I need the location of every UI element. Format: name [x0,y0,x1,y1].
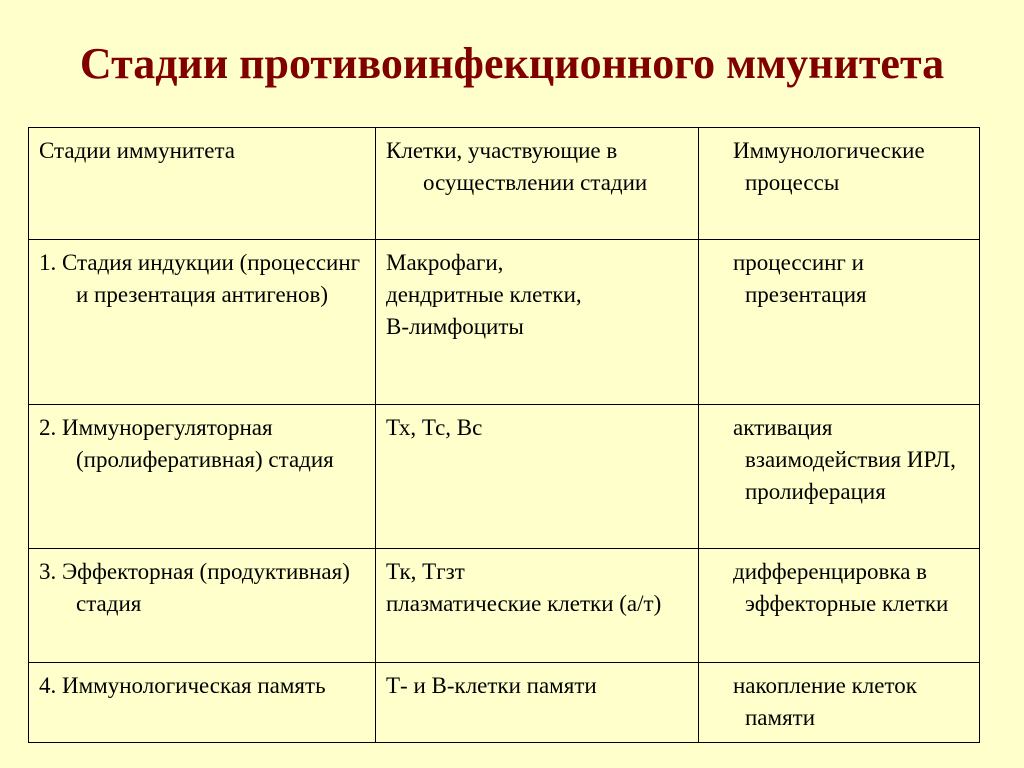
stage-cell [29,240,376,405]
cells-text: Т- и В-клетки памяти [386,673,597,698]
table-row [29,549,980,663]
stage-cell [29,549,376,663]
table-row [29,240,980,405]
cells-cell [376,405,699,549]
cells-line: Тк, Тгзт [386,559,465,584]
process-cell [699,240,980,405]
process-text: активация взаимодействия ИРЛ, пролиферация [733,415,956,504]
cells-line: дендритные клетки, [386,282,582,307]
table-header-row [29,128,980,240]
table-row [29,405,980,549]
stage-text: 3. Эффекторная (продуктивная) стадия [39,559,350,616]
process-cell [699,549,980,663]
process-cell [699,405,980,549]
cells-cell [376,240,699,405]
stage-text: 2. Иммунорегуляторная (пролиферативная) стадия [39,415,334,472]
header-cell-processes [699,128,980,240]
stage-text: 1. Стадия индукции (процессинг и презентация антигенов) [39,250,361,307]
process-text: процессинг и презентация [733,250,867,307]
header-cell-cells [376,128,699,240]
table-row [29,663,980,743]
cells-text: Тх, Тс, Вс [386,415,483,440]
cells-text: плазматические клетки (а/т) [386,591,662,616]
slide-title: Стадии противоинфекционного ммунитета [79,39,945,88]
stage-text: 4. Иммунологическая память [39,673,326,698]
header-stages-text: Стадии иммунитета [39,138,235,163]
process-text: дифференцировка в эффекторные клетки [733,559,949,616]
cells-line: Макрофаги, [386,250,504,275]
cells-cell [376,549,699,663]
cells-cell [376,663,699,743]
stage-cell [29,405,376,549]
immunity-stages-table [28,127,980,743]
cells-line: В-лимфоциты [386,314,524,339]
header-cells-text: Клетки, участвующие в осуществлении стадии [386,138,648,195]
stage-cell [29,663,376,743]
process-cell [699,663,980,743]
header-cell-stages [29,128,376,240]
process-text: накопление клеток памяти [733,673,917,730]
header-processes-text: Иммунологические процессы [733,138,925,195]
